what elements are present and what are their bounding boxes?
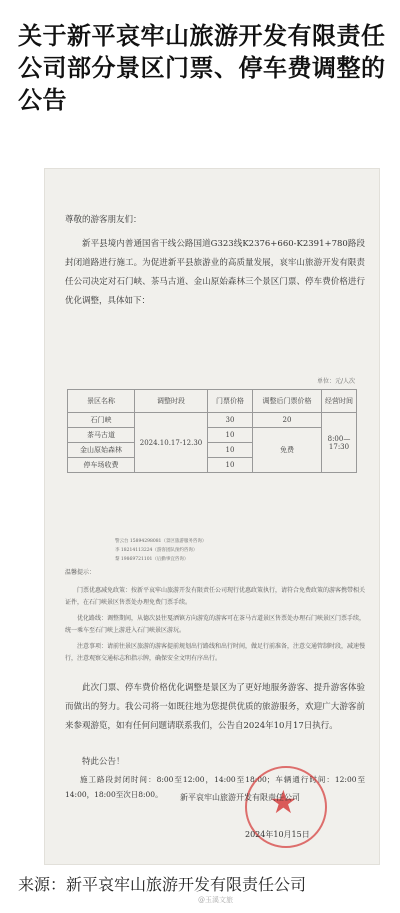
watermark: @玉溪文旅 [198, 896, 233, 904]
unit-note: 单位：元/人次 [316, 378, 355, 385]
table-row [68, 428, 357, 443]
header-cell: 景区名称 [68, 390, 135, 413]
fee-table [67, 389, 357, 473]
contact-line: 警云台 15894298081（景区旅游服务咨询） [115, 539, 207, 544]
scenic-name: 茶马古道 [68, 428, 135, 443]
table-header-row [68, 390, 357, 413]
ticket-price: 10 [208, 443, 253, 458]
hint-item: 优化路线：调整期间，从德次县往戛洒镇方向游览的游客可在茶马古道景区售票处办理石门峡景区门票手续，统一乘车至石门峡上游进入石门峡景区游玩。 [65, 615, 366, 634]
header-cell: 调整后门票价格 [253, 390, 322, 413]
intro-paragraph: 新平县境内普通国省干线公路国道G323线K2376+660-K2391+780路段封闭道路进行施工。为促进新平县旅游业的高质量发展，哀牢山旅游开发有限责任公司决定对石门峡、茶马古道、金山原始森林三个景区门票、停车费价格进行优化调整，具体如下： [65, 239, 365, 306]
hint-item: 门票优惠减免政策：按新平哀牢山旅游开发有限责任公司现行优惠政策执行，请符合免费政策的游客携带相关证件，在石门峡景区售票处办理免费门票手续。 [65, 587, 366, 606]
operating-hours: 8:00—17:30 [322, 413, 357, 473]
contact-line: 黎 19869721101（后勤事宜咨询） [115, 557, 189, 562]
contact-line: 李 18214113224（游客团队预约咨询） [115, 548, 198, 553]
construction-hours: 施工路段封闭时间：8:00至12:00，14:00至18:00；车辆通行时间：12:00至14:00，18:00至次日8:00。 [65, 775, 365, 799]
notice-document [44, 168, 380, 865]
header-cell: 门票价格 [208, 390, 253, 413]
closing-paragraph: 此次门票、停车费价格优化调整是景区为了更好地服务游客、提升游客体验而做出的努力。我公司将一如既往地为您提供优质的旅游服务，欢迎广大游客前来参观游览，如有任何问题请联系我们，公告自2024年10月17日执行。 [65, 683, 365, 731]
ticket-price: 30 [208, 413, 253, 428]
special-notice: 特此公告！ [82, 757, 125, 767]
new-ticket-price-free: 免费 [253, 428, 322, 473]
header-cell: 调整时段 [135, 390, 208, 413]
table-row [68, 413, 357, 428]
greeting: 尊敬的游客朋友们： [65, 215, 142, 225]
header-cell: 经营时间 [322, 390, 357, 413]
contact-list [115, 537, 206, 564]
new-ticket-price: 20 [253, 413, 322, 428]
signer: 新平哀牢山旅游开发有限责任公司 [180, 793, 300, 802]
headline: 关于新平哀牢山旅游开发有限责任公司部分景区门票、停车费调整的公告 [18, 22, 386, 114]
hints-title: 温馨提示： [65, 569, 96, 576]
ticket-price: 10 [208, 428, 253, 443]
star-icon: ★ [269, 783, 298, 821]
hint-item: 注意事项：请前往景区旅游的游客提前规划出行路线和出行时间，做足行前准备，注意交通管制时段，减速慢行，注意观察交通标志和指示牌，确保安全文明有序出行。 [65, 643, 366, 662]
adjust-period: 2024.10.17-12.30 [135, 413, 208, 473]
scenic-name: 金山原始森林 [68, 443, 135, 458]
scenic-name: 石门峡 [68, 413, 135, 428]
scenic-name: 停车场收费 [68, 458, 135, 473]
ticket-price: 10 [208, 458, 253, 473]
source-footer: 来源：新平哀牢山旅游开发有限责任公司 [18, 875, 307, 894]
sign-date: 2024年10月15日 [245, 830, 310, 839]
